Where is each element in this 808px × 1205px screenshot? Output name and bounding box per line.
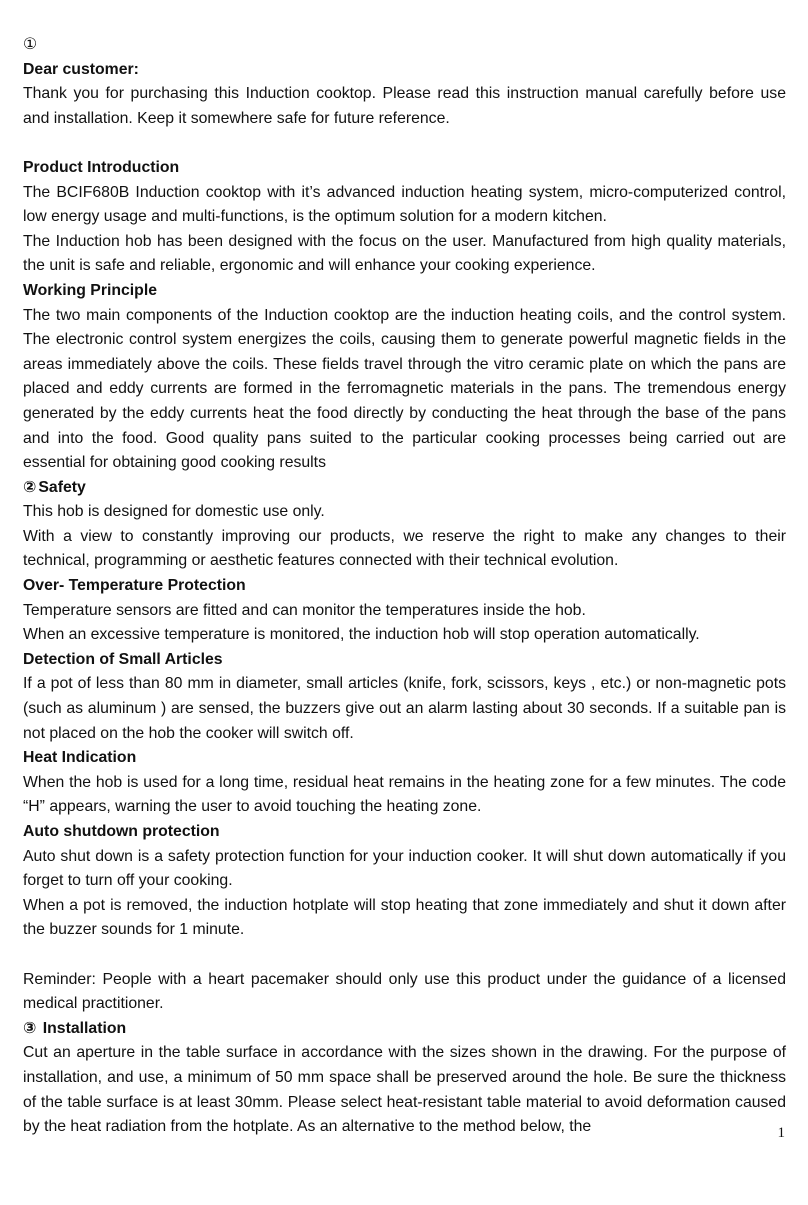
auto-shutdown-paragraph-2: When a pot is removed, the induction hotplate will stop heating that zone immediately and shut it down after the buzzer sounds for 1 minute. [23, 896, 786, 939]
working-principle-text: The two main components of the Induction cooktop are the induction heating coils, and the control system. The electronic control system energizes the coils, causing them to generate powerful magnetic fields in the areas immediately above the coils. These fields travel through the vitro ceramic plate on which the pans are placed and eddy currents are formed in the ferromagnetic materials in the pans. The tremendous energy generated by the eddy currents heat the food directly by conducting the heat through the base of the pans and into the food. Good quality pans suited to the particular cooking processes being carried out are essential for obtaining good cooking results [23, 306, 786, 472]
manual-page [23, 33, 786, 1140]
installation-heading-line [23, 1017, 786, 1042]
page-number: 1 [777, 1125, 785, 1141]
reminder-text: Reminder: People with a heart pacemaker should only use this product under the guidance of a licensed medical practitioner. [23, 970, 786, 1013]
section-marker-2: ② [23, 478, 37, 496]
safety-heading: Safety [38, 478, 86, 496]
small-articles-heading: Detection of Small Articles [23, 650, 223, 668]
product-introduction-paragraph-1: The BCIF680B Induction cooktop with it’s advanced induction heating system, micro-computerized control, low energy usage and multi-functions, is the optimum solution for a modern kitchen. [23, 183, 786, 226]
section-marker-1: ① [23, 36, 38, 53]
greeting-heading: Dear customer: [23, 60, 139, 78]
small-articles-text: If a pot of less than 80 mm in diameter, small articles (knife, fork, scissors, keys , etc.) or non-magnetic pots (such as aluminum ) are sensed, the buzzers give out an alarm lasting about 30 seconds. If a suitable pan is not placed on the hob the cooker will switch off. [23, 675, 786, 742]
spacer [23, 131, 786, 156]
over-temperature-paragraph-2: When an excessive temperature is monitored, the induction hob will stop operation automatically. [23, 626, 700, 644]
section-marker-3: ③ [23, 1019, 37, 1037]
product-introduction-paragraph-2: The Induction hob has been designed with the focus on the user. Manufactured from high quality materials, the unit is safe and reliable, ergonomic and will enhance your cooking experience. [23, 232, 786, 275]
safety-paragraph-2: With a view to constantly improving our products, we reserve the right to make any changes to their technical, programming or aesthetic features connected with their technical evolution. [23, 527, 786, 570]
working-principle-heading: Working Principle [23, 281, 158, 299]
greeting-text: Thank you for purchasing this Induction cooktop. Please read this instruction manual carefully before use and installation. Keep it somewhere safe for future reference. [23, 85, 786, 127]
safety-heading-line [23, 476, 786, 501]
heat-indication-heading: Heat Indication [23, 749, 137, 767]
over-temperature-paragraph-1: Temperature sensors are fitted and can monitor the temperatures inside the hob. [23, 601, 586, 619]
installation-heading: Installation [42, 1019, 127, 1037]
product-introduction-heading: Product Introduction [23, 158, 180, 176]
over-temperature-heading: Over- Temperature Protection [23, 577, 246, 595]
auto-shutdown-paragraph-1: Auto shut down is a safety protection function for your induction cooker. It will shut down automatically if you forget to turn off your cooking. [23, 847, 786, 890]
installation-text: Cut an aperture in the table surface in accordance with the sizes shown in the drawing. For the purpose of installation, and use, a minimum of 50 mm space shall be preserved around the hole. Be sure the thickness of the table surface is at least 30mm. Please select heat-resistant table material to avoid deformation caused by the heat radiation from the hotplate. As an alternative to the method below, the [23, 1044, 786, 1136]
heat-indication-text: When the hob is used for a long time, residual heat remains in the heating zone for a few minutes. The code “H” appears, warning the user to avoid touching the heating zone. [23, 773, 786, 816]
safety-paragraph-1: This hob is designed for domestic use only. [23, 503, 325, 521]
auto-shutdown-heading: Auto shutdown protection [23, 823, 220, 840]
spacer [23, 943, 786, 968]
